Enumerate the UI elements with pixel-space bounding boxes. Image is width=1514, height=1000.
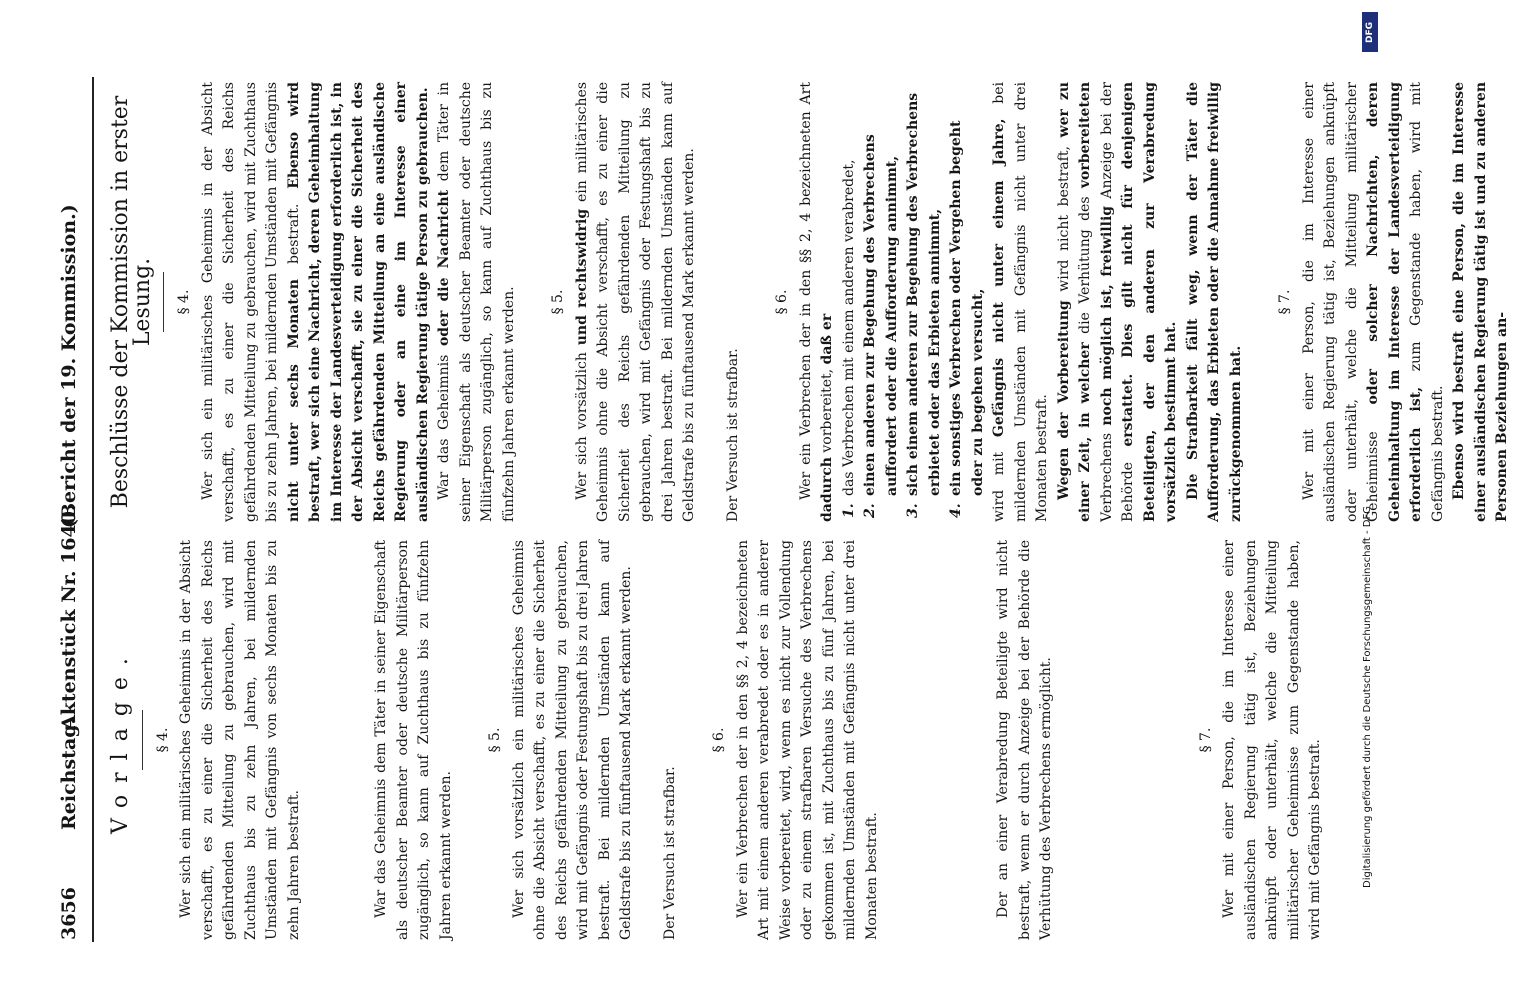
list-text: sich einem anderen zur Begehung des Verbrechens erbietet oder das Erbieten annimmt, <box>905 92 943 496</box>
section-heading: § 7. <box>1197 727 1214 753</box>
paragraph: Der Versuch ist strafbar. <box>724 348 741 522</box>
section-heading: § 4. <box>176 289 192 315</box>
list-number: 2. <box>862 503 878 518</box>
paragraph: Der Versuch ist strafbar. <box>661 766 678 940</box>
header-title: Reichstag. <box>58 717 80 830</box>
column-title: Beschlüsse der Kommission in erster Lesung. <box>108 95 155 509</box>
list-number: 3. <box>905 503 921 518</box>
list-item <box>860 82 903 518</box>
paragraph: wird mit Gefängnis nicht unter einem Jahre, bei mildernden Umständen mit Gefängnis nicht unter drei Monaten bestraft. <box>991 82 1050 522</box>
list-text: ein sonstiges Verbrechen oder Vergehen begeht oder zu begehen versucht, <box>948 120 986 496</box>
paragraph: Ebenso wird bestraft eine Person, die im Interesse einer ausländischen Regierung tätig ist und zu anderen Personen Beziehungen an- <box>1451 82 1510 522</box>
digitization-footer <box>1362 12 1382 992</box>
section-heading: § 5. <box>487 727 503 753</box>
header-rule <box>92 77 94 942</box>
paragraph: Wer sich ein militärisches Geheimnis in der Absicht verschafft, es zu einer die Sicherheit des Reichs gefährdenden Mitteilung zu gebrauchen, wird mit Zuchthaus bis zu zehn Jahren, bei mildernden Umständen mit Gefängnis nicht unter sechs Monaten bestraft. Ebenso wird bestraft, wer sich eine Nachricht, deren Geheimhaltung im Interesse der Landesverteidigung erforderlich ist, in der Absicht verschafft, sie zu einer die Sicherheit des Reichs gefährdenden Mitteilung an eine ausländische Regierung oder an eine im Interesse einer ausländischen Regierung tätige Person zu gebrauchen. <box>199 82 431 522</box>
dfg-logo: DFG <box>1362 12 1378 52</box>
paragraph: Die Strafbarkeit fällt weg, wenn der Täter die Aufforderung, das Erbieten oder die Annahme freiwillig zurückgenommen hat. <box>1184 82 1244 522</box>
divider <box>142 710 143 770</box>
list-text: einen anderen zur Begehung des Verbrechens auffordert oder die Aufforderung annimmt, <box>862 134 900 496</box>
list-item <box>946 82 989 518</box>
footer-text: Digitalisierung gefördert durch die Deutsche Forschungsgemeinschaft - DFG <box>1362 505 1373 888</box>
page-header <box>52 80 92 940</box>
column-vorlage <box>110 540 1327 940</box>
list-text: das Verbrechen mit einem anderen verabredet, <box>840 159 857 496</box>
paragraph: Wer sich vorsätzlich ein militärisches Geheimnis ohne die Absicht verschafft, es zu einer die Sicherheit des Reichs gefährdenden Mitteilung zu gebrauchen, wird mit Gefängnis oder Festungshaft bis zu drei Jahren bestraft. Bei mildernden Umständen kann auf Geldstrafe bis zu fünftausend Mark erkannt werden. <box>510 540 634 940</box>
header-report: (Bericht der 19. Kommission.) <box>58 204 80 528</box>
list-number: 4. <box>948 503 964 518</box>
paragraph: War das Geheimnis dem Täter in seiner Eigenschaft als deutscher Beamter oder deutsche Militärperson zugänglich, so kann auf Zuchthaus bis zu fünfzehn Jahren erkannt werden. <box>373 540 454 940</box>
paragraph: Wer ein Verbrechen der in den §§ 2, 4 bezeichneten Art dadurch vorbereitet, daß er <box>797 82 835 522</box>
section-heading: § 4. <box>154 727 171 753</box>
paragraph: Wegen der Vorbereitung wird nicht bestraft, wer zu einer Zeit, in welcher die Verhütung des vorbereiteten Verbrechens noch möglich ist, freiwillig Anzeige bei der Behörde erstattet. Dies gilt nicht für denjenigen Beteiligten, der den anderen zur Verabredung vorsätzlich bestimmt hat. <box>1055 81 1179 522</box>
paragraph: War das Geheimnis oder die Nachricht dem Täter in seiner Eigenschaft als deutscher Beamter oder deutsche Militärperson zugänglich, so kann auf Zuchthaus bis zu fünfzehn Jahren erkannt werden. <box>436 82 517 522</box>
column-beschluesse <box>110 82 1514 522</box>
numbered-list <box>839 82 990 518</box>
page-number: 3656 <box>58 887 80 940</box>
section-heading: § 5. <box>550 289 566 315</box>
section-heading: § 6. <box>711 727 727 753</box>
section-heading: § 7. <box>1277 289 1293 315</box>
column-title: Vorlage. <box>108 646 133 834</box>
paragraph: Wer sich ein militärisches Geheimnis in der Absicht verschafft, es zu einer die Sicherheit des Reichs gefährdenden Mitteilung zu gebrauchen, wird mit Zuchthaus bis zu zehn Jahren, bei mildernden Umständen mit Gefängnis von sechs Monaten bis zu zehn Jahren bestraft. <box>178 540 302 940</box>
list-number: 1. <box>840 503 857 518</box>
list-item <box>839 82 861 518</box>
paragraph: Wer ein Verbrechen der in den §§ 2, 4 bezeichneten Art mit einem anderen verabredet oder es in anderer Weise vorbereitet, wird, wenn es nicht zur Vollendung oder zu einem strafbaren Versuche des Verbrechens gekommen ist, mit Zuchthaus bis zu fünf Jahren, bei mildernden Umständen mit Gefängnis nicht unter drei Monaten bestraft. <box>734 540 880 940</box>
header-document: Aktenstück Nr. 1640. <box>58 504 80 730</box>
section-heading: § 6. <box>774 289 790 315</box>
paragraph: Wer mit einer Person, die im Interesse einer ausländischen Regierung tätig ist, Beziehungen anknüpft oder unterhält, welche die Mitteilung militärischer Geheimnisse oder solcher Nachrichten, deren Geheimhaltung im Interesse der Landesverteidigung erforderlich ist, zum Gegenstande haben, wird mit Gefängnis bestraft. <box>1300 82 1446 522</box>
list-item <box>903 82 946 518</box>
divider <box>163 272 164 332</box>
paragraph: Der an einer Verabredung Beteiligte wird nicht bestraft, wenn er durch Anzeige bei der Behörde die Verhütung des Verbrechens ermöglicht. <box>995 540 1054 940</box>
paragraph: Wer sich vorsätzlich und rechtswidrig ein militärisches Geheimnis ohne die Absicht verschafft, es zu einer die Sicherheit des Reichs gefährdenden Mitteilung zu gebrauchen, wird mit Gefängnis oder Festungshaft bis zu drei Jahren bestraft. Bei mildernden Umständen kann auf Geldstrafe bis zu fünftausend Mark erkannt werden. <box>573 81 697 522</box>
paragraph: Wer mit einer Person, die im Interesse einer ausländischen Regierung tätig ist, Beziehungen anknüpft oder unterhält, welche die Mitteilung militärischer Geheimnisse zum Gegenstande haben, wird mit Gefängnis bestraft. <box>1221 540 1323 940</box>
